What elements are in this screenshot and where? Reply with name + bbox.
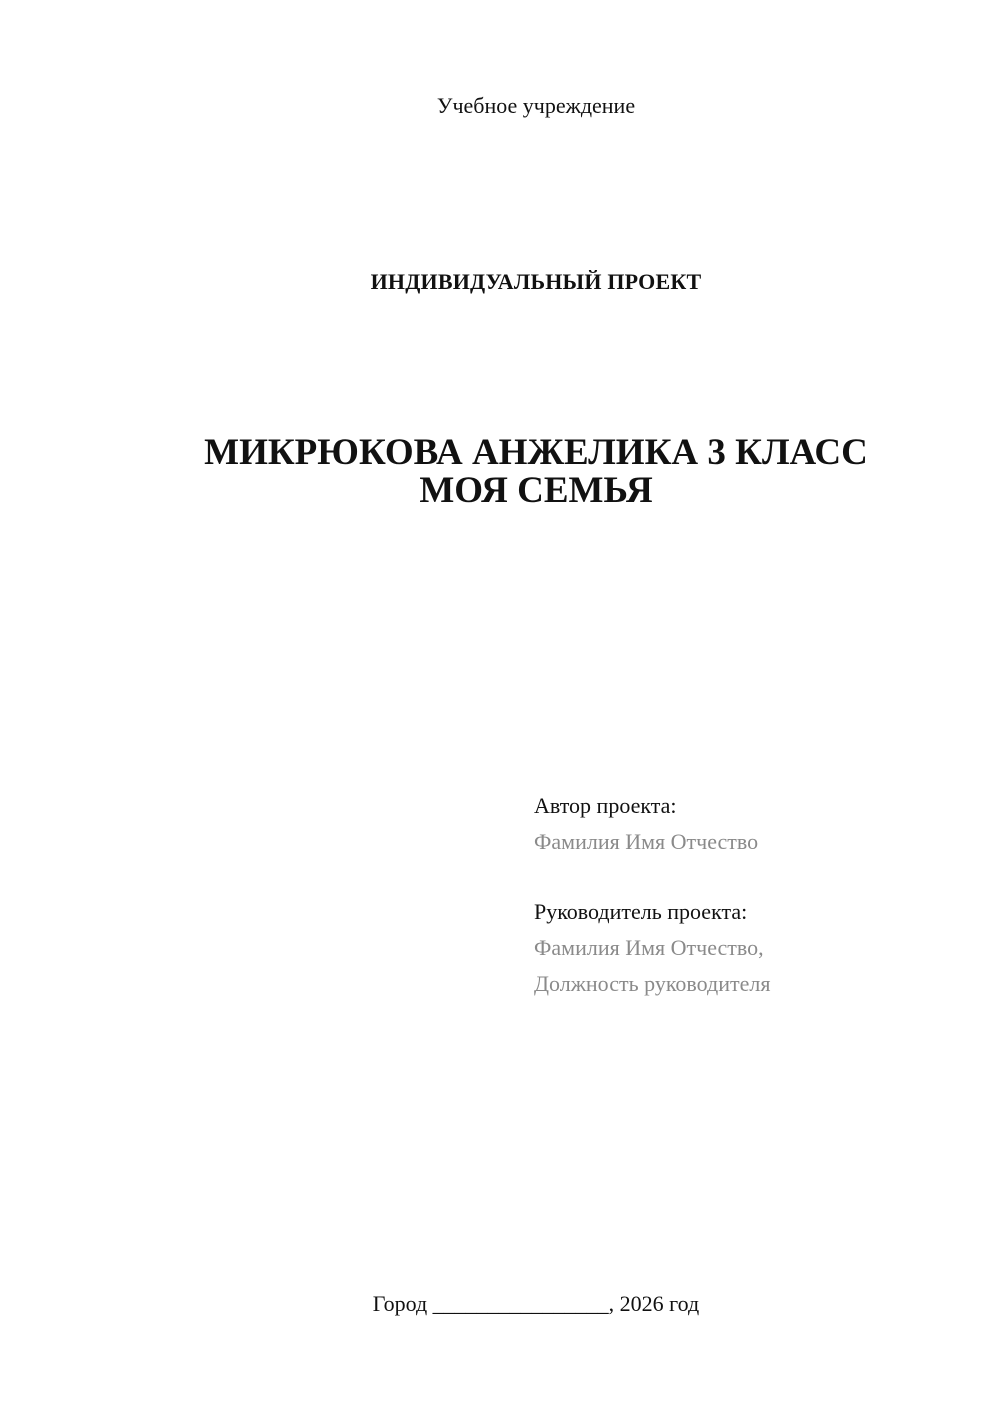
document-type: ИНДИВИДУАЛЬНЫЙ ПРОЕКТ [370,269,702,294]
author-name: Фамилия Имя Отчество [534,829,759,854]
supervisor-position: Должность руководителя [534,971,771,996]
institution-name: Учебное учреждение [436,93,636,118]
title-line-1: МИКРЮКОВА АНЖЕЛИКА 3 КЛАСС [204,432,868,473]
title-line-2: МОЯ СЕМЬЯ [419,470,653,511]
author-label: Автор проекта: [534,793,677,818]
city-year-footer: Город ________________, 2026 год [372,1291,700,1316]
credits-block [534,788,770,1002]
spacer [534,860,770,894]
supervisor-label: Руководитель проекта: [534,899,748,924]
supervisor-name: Фамилия Имя Отчество, [534,935,764,960]
project-title [0,434,1000,510]
